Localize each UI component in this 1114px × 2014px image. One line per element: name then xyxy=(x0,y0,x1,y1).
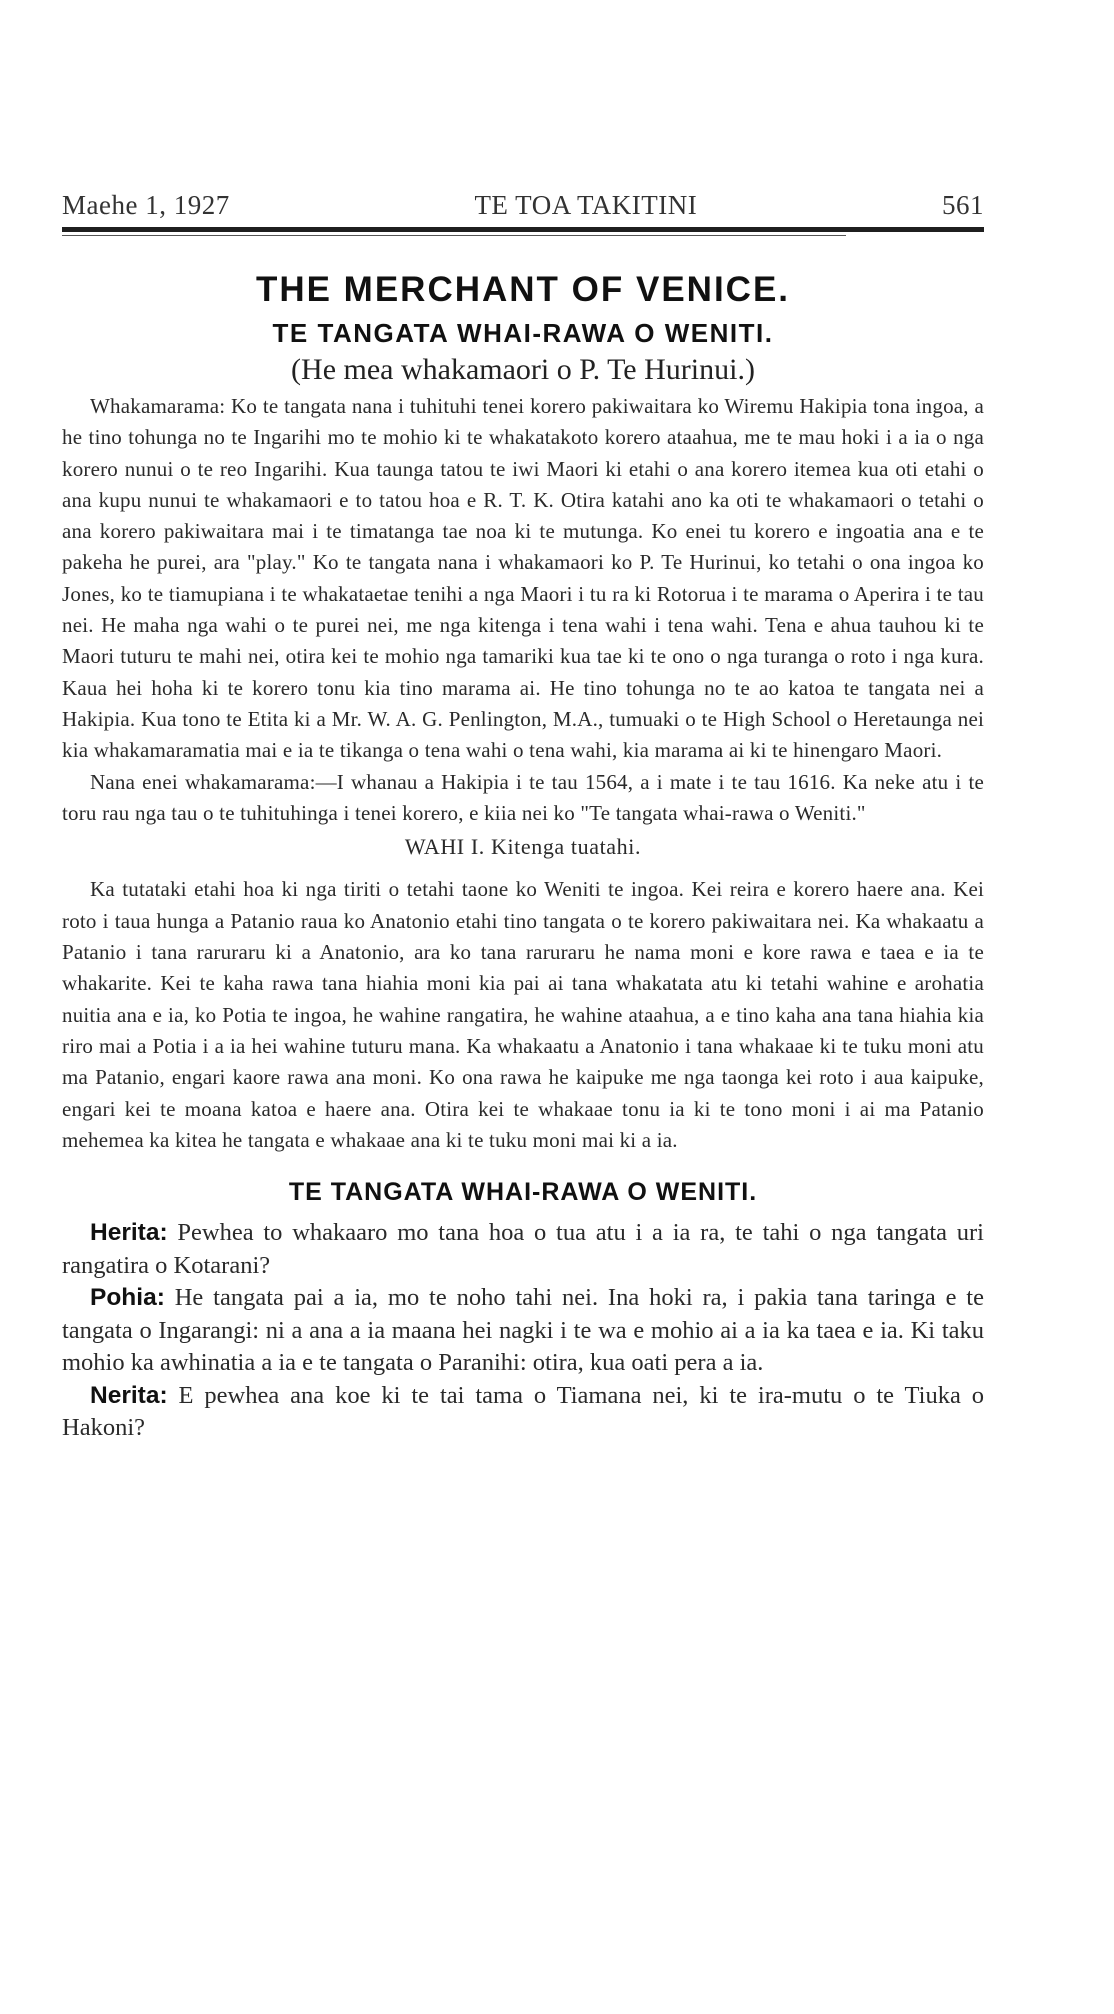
header-rule-thin xyxy=(62,235,846,236)
play-heading: TE TANGATA WHAI-RAWA O WENITI. xyxy=(288,1178,758,1207)
speaker-name: Herita: xyxy=(90,1219,168,1247)
note-paragraph: Nana enei whakamarama:—I whanau a Hakipia i te tau 1564, a i mate i te tau 1616. Ka neke atu i te toru rau nga tau o te tuhituhinga i tenei korero, e kiia nei ko "Te tangata whai-rawa o Weniti." xyxy=(62,769,984,825)
article-byline: (He mea whakamaori o P. Te Hurinui.) xyxy=(291,353,755,386)
dialogue-text: Pewhea to whakaaro mo tana hoa o tua atu i a ia ra, te tahi o nga tangata uri rangatira o Kotarani? xyxy=(62,1219,984,1279)
speaker-name: Nerita: xyxy=(90,1381,168,1409)
speaker-name: Pohia: xyxy=(90,1284,165,1312)
dialogue-text: He tangata pai a ia, mo te noho tahi nei. Ina hoki ra, i pakia tana taringa e te tangata o Ingarangi: ni a ana a ia maana hei nagki i te wa e mohio ai a ia ka taea e ia. Ki taku mohio ka awhinatia a ia e te tangata o Paranihi: otira, kua oati pera a ia. xyxy=(62,1284,984,1377)
article-subtitle: TE TANGATA WHAI-RAWA O WENITI. xyxy=(272,318,774,348)
article-body xyxy=(62,391,984,1156)
journal-name: TE TOA TAKITINI xyxy=(474,190,698,220)
article-title: THE MERCHANT OF VENICE. xyxy=(255,270,791,309)
dialogue-line xyxy=(62,1380,984,1445)
header-rule xyxy=(62,227,984,232)
page xyxy=(62,190,984,1445)
running-head xyxy=(62,190,984,221)
dialogue-line xyxy=(62,1217,984,1282)
dialogue xyxy=(62,1217,984,1445)
page-number: 561 xyxy=(941,190,984,220)
dialogue-text: E pewhea ana koe ki te tai tama o Tiamana nei, ki te ira-mutu o te Tiuka o Hakoni? xyxy=(62,1381,984,1442)
intro-paragraph: Whakamarama: Ko te tangata nana i tuhituhi tenei korero pakiwaitara ko Wiremu Hakipia tona ingoa, a he tino tohunga no te Ingarihi mo te mohio ki te whakatakoto korero ataahua, me te mau hoki i a ia o nga korero nunui o te reo Ingarihi. Kua taunga tatou te iwi Maori ki etahi o ana korero itemea kua oti etahi o ana kupu nunui te whakamaori e to tatou hoa e R. T. K. Otira katahi ano ka oti te whakamaori o tetahi o ana korero pakiwaitara mai i te timatanga tae noa ki te mutunga. Ko enei tu korero e ingoatia ana e te pakeha he purei, ara "play." Ko te tangata nana i whakamaori ko P. Te Hurinui, ko tetahi o ona ingoa ko Jones, ko te tiamupiana i te whakataetae tenihi a nga Maori i tu ra ki Rotorua i te marama o Aperira i te tau nei. He maha nga wahi o te purei nei, me nga kitenga i tena wahi i tena wahi. Tena e ahua tauhou ki te Maori tuturu te mahi nei, otira kei te mohio nga tamariki kua tae ki te ono o nga turanga o roto i nga kura. Kaua hei hoha ki te korero tonu kia tino marama ai. He tino tohunga no te ao katoa te tangata nei a Hakipia. Kua tono te Etita ki a Mr. W. A. G. Penlington, M.A., tumuaki o te High School o Heretaunga nei kia whakamaramatia mai e ia te tikanga o tena wahi o tena wahi, kia marama ai ki te hinengaro Maori. xyxy=(62,394,984,763)
dialogue-line xyxy=(62,1282,984,1380)
issue-date: Maehe 1, 1927 xyxy=(62,190,230,220)
scene-heading: WAHI I. Kitenga tuatahi. xyxy=(404,834,642,860)
narrative-paragraph: Ka tutataki etahi hoa ki nga tiriti o tetahi taone ko Weniti te ingoa. Kei reira e korero haere ana. Kei roto i taua hunga a Patanio raua ko Anatonio etahi tino tangata o te korero pakiwaitara nei. Ka whakaatu a Patanio i tana raruraru ki a Anatonio, ara ko tana raruraru he nama moni e kore rawa e taea e ia te whakarite. Kei te kaha rawa tana hiahia moni kia pai ai tana whakatata atu ki tetahi wahine e arohatia nuitia ana e ia, ko Potia te ingoa, he wahine rangatira, he wahine ataahua, a e tino kaha ana tana hiahia kia riro mai a Potia i a ia hei wahine tuturu mana. Ka whakaatu a Anatonio i tana whakaae ki te tuku moni atu ma Patanio, engari kaore rawa ana moni. Ko ona rawa he kaipuke me nga taonga kei roto i aua kaipuke, engari kei te moana katoa e haere ana. Otira kei te whakaae tonu ia ki te tono moni i ai ma Patanio mehemea ka kitea he tangata e whakaae ana ki te tuku moni mai ki a ia. xyxy=(62,877,984,1152)
